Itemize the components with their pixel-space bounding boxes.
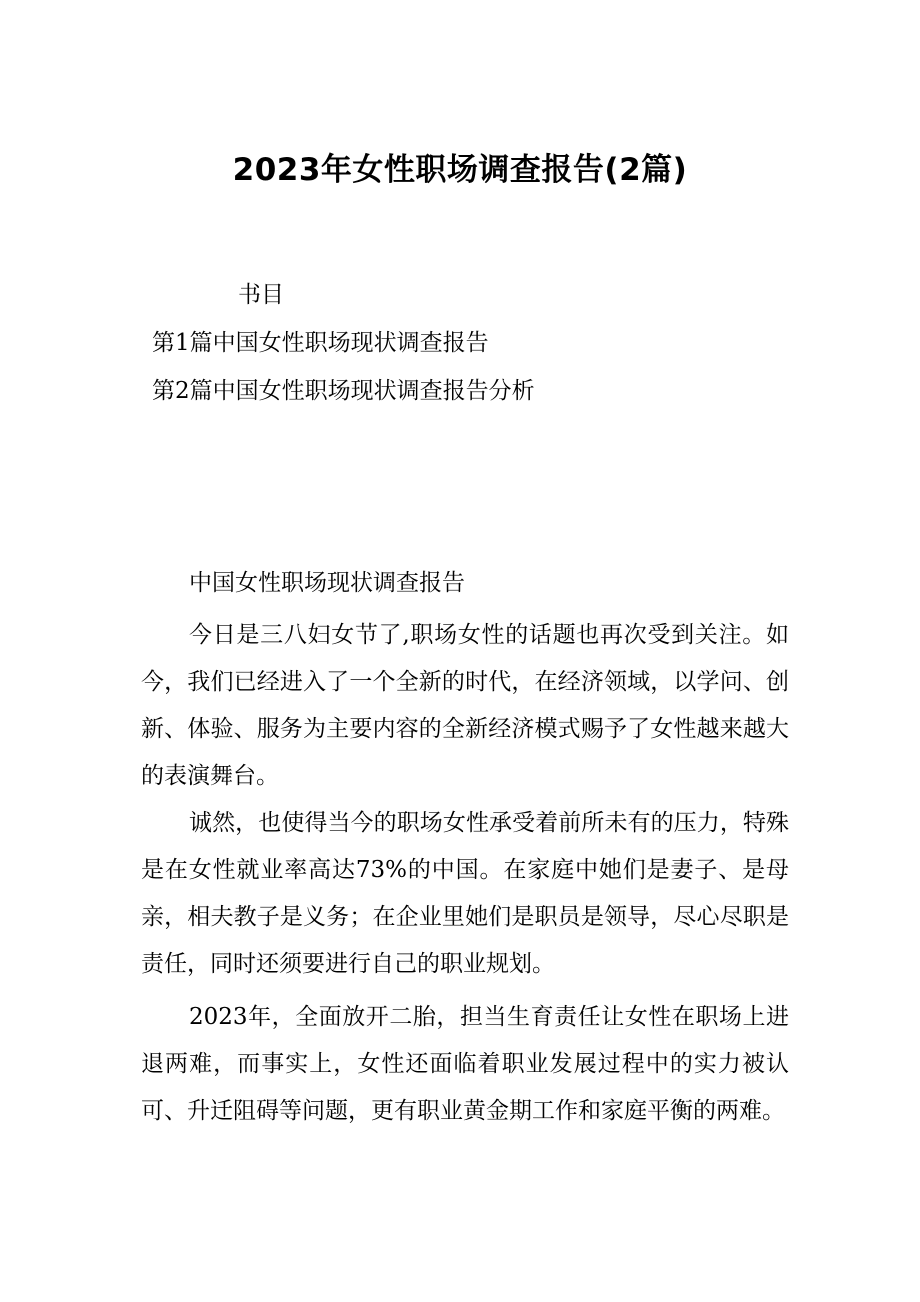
toc-item: 第2篇中国女性职场现状调查报告分析 xyxy=(152,378,535,404)
body-paragraph: 今日是三八妇女节了,职场女性的话题也再次受到关注。如今，我们已经进入了一个全新的时代，在经济领域，以学问、创新、体验、服务为主要内容的全新经济模式赐予了女性越来越大的表演舞台。 xyxy=(141,622,789,789)
body-paragraph: 2023年，全面放开二胎，担当生育责任让女性在职场上进退两难，而事实上，女性还面临着职业发展过程中的实力被认可、升迁阻碍等问题，更有职业黄金期工作和家庭平衡的两难。 xyxy=(141,1004,789,1124)
toc-heading: 书目 xyxy=(238,282,284,308)
body-paragraph: 诚然，也使得当今的职场女性承受着前所未有的压力，特殊是在女性就业率高达73%的中国。在家庭中她们是妻子、是母亲，相夫教子是义务；在企业里她们是职员是领导，尽心尽职是责任，同时还须要进行自己的职业规划。 xyxy=(141,810,789,977)
toc-item: 第1篇中国女性职场现状调查报告 xyxy=(152,330,489,356)
document-title: 2023年女性职场调查报告(2篇) xyxy=(232,152,688,188)
section-title: 中国女性职场现状调查报告 xyxy=(189,570,465,596)
